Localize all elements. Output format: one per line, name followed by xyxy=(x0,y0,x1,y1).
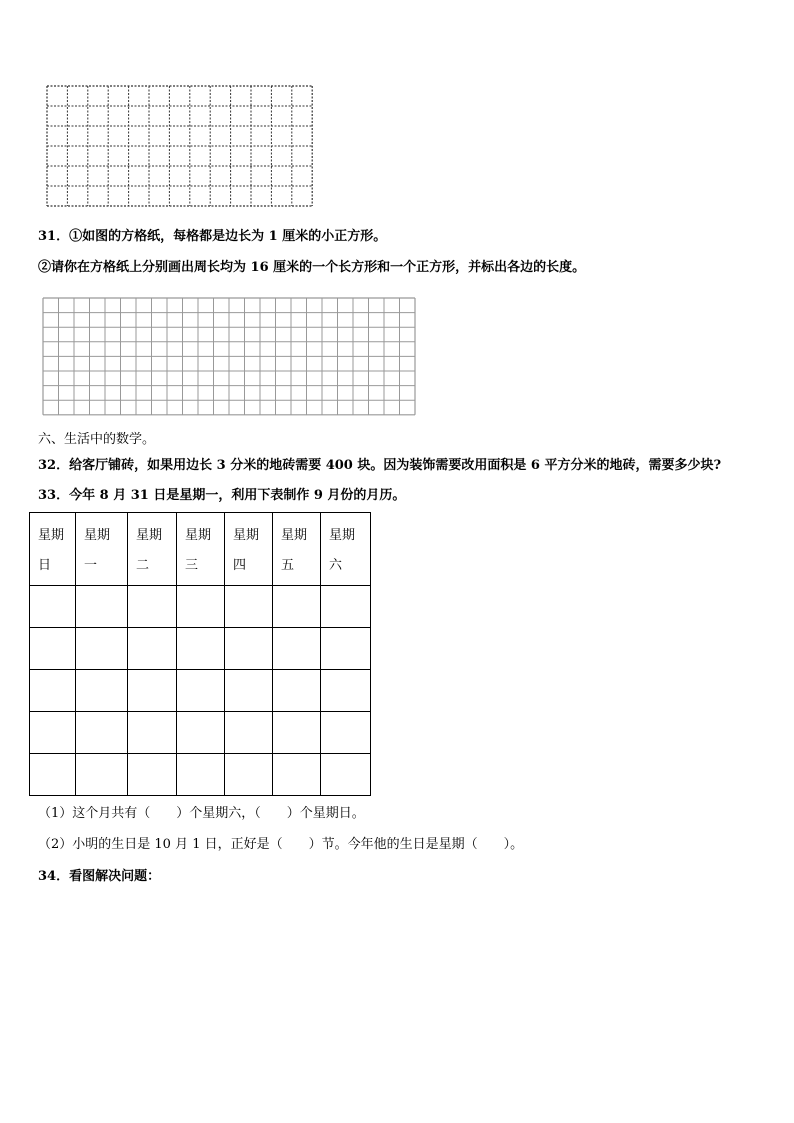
header-cell-thu: 星期 四 xyxy=(225,513,273,586)
calendar-cell[interactable] xyxy=(225,628,273,670)
header-cell-fri: 星期 五 xyxy=(273,513,321,586)
calendar-cell[interactable] xyxy=(273,628,321,670)
top-grid-paper xyxy=(46,85,314,209)
question-31-line-1: 31．①如图的方格纸，每格都是边长为 1 厘米的小正方形。 xyxy=(38,229,387,244)
calendar-cell[interactable] xyxy=(76,754,128,796)
calendar-cell[interactable] xyxy=(321,670,371,712)
calendar-row xyxy=(30,670,371,712)
calendar-table xyxy=(29,512,371,796)
calendar-cell[interactable] xyxy=(321,628,371,670)
calendar-cell[interactable] xyxy=(30,754,76,796)
calendar-cell[interactable] xyxy=(30,712,76,754)
calendar-cell[interactable] xyxy=(30,628,76,670)
header-cell-sun: 星期 日 xyxy=(30,513,76,586)
calendar-cell[interactable] xyxy=(321,754,371,796)
calendar-cell[interactable] xyxy=(321,586,371,628)
calendar-cell[interactable] xyxy=(225,670,273,712)
header-cell-mon: 星期 一 xyxy=(76,513,128,586)
question-33: 33．今年 8 月 31 日是星期一，利用下表制作 9 月份的月历。 xyxy=(38,488,406,503)
calendar-cell[interactable] xyxy=(76,712,128,754)
calendar-cell[interactable] xyxy=(128,712,177,754)
calendar-cell[interactable] xyxy=(30,670,76,712)
calendar-row xyxy=(30,586,371,628)
calendar-cell[interactable] xyxy=(177,712,225,754)
calendar-row xyxy=(30,754,371,796)
calendar-cell[interactable] xyxy=(225,586,273,628)
calendar-cell[interactable] xyxy=(76,628,128,670)
calendar-cell[interactable] xyxy=(30,586,76,628)
calendar-cell[interactable] xyxy=(76,586,128,628)
header-cell-wed: 星期 三 xyxy=(177,513,225,586)
question-33-sub-1: （1）这个月共有（ ）个星期六，（ ）个星期日。 xyxy=(38,806,365,821)
calendar-cell[interactable] xyxy=(273,754,321,796)
calendar-cell[interactable] xyxy=(225,754,273,796)
calendar-cell[interactable] xyxy=(128,754,177,796)
calendar-cell[interactable] xyxy=(273,670,321,712)
calendar-cell[interactable] xyxy=(225,712,273,754)
calendar-row xyxy=(30,712,371,754)
calendar-cell[interactable] xyxy=(76,670,128,712)
calendar-cell[interactable] xyxy=(128,670,177,712)
calendar-cell[interactable] xyxy=(321,712,371,754)
section-6-title: 六、生活中的数学。 xyxy=(38,432,156,447)
calendar-cell[interactable] xyxy=(177,670,225,712)
calendar-cell[interactable] xyxy=(177,586,225,628)
calendar-cell[interactable] xyxy=(273,586,321,628)
calendar-header-row xyxy=(30,513,371,586)
question-34: 34．看图解决问题： xyxy=(38,869,161,884)
question-33-sub-2: （2）小明的生日是 10 月 1 日，正好是（ ）节。今年他的生日是星期（ ）。 xyxy=(38,837,524,852)
calendar-cell[interactable] xyxy=(128,586,177,628)
calendar-cell[interactable] xyxy=(273,712,321,754)
header-cell-tue: 星期 二 xyxy=(128,513,177,586)
calendar-row xyxy=(30,628,371,670)
question-31-line-2: ②请你在方格纸上分别画出周长均为 16 厘米的一个长方形和一个正方形，并标出各边的长度。 xyxy=(38,260,586,275)
graph-paper-grid xyxy=(42,297,418,417)
calendar-cell[interactable] xyxy=(177,628,225,670)
calendar-cell[interactable] xyxy=(177,754,225,796)
question-32: 32．给客厅铺砖，如果用边长 3 分米的地砖需要 400 块。因为装饰需要改用面积是 6 平方分米的地砖，需要多少块? xyxy=(38,458,722,473)
calendar-cell[interactable] xyxy=(128,628,177,670)
header-cell-sat: 星期 六 xyxy=(321,513,371,586)
